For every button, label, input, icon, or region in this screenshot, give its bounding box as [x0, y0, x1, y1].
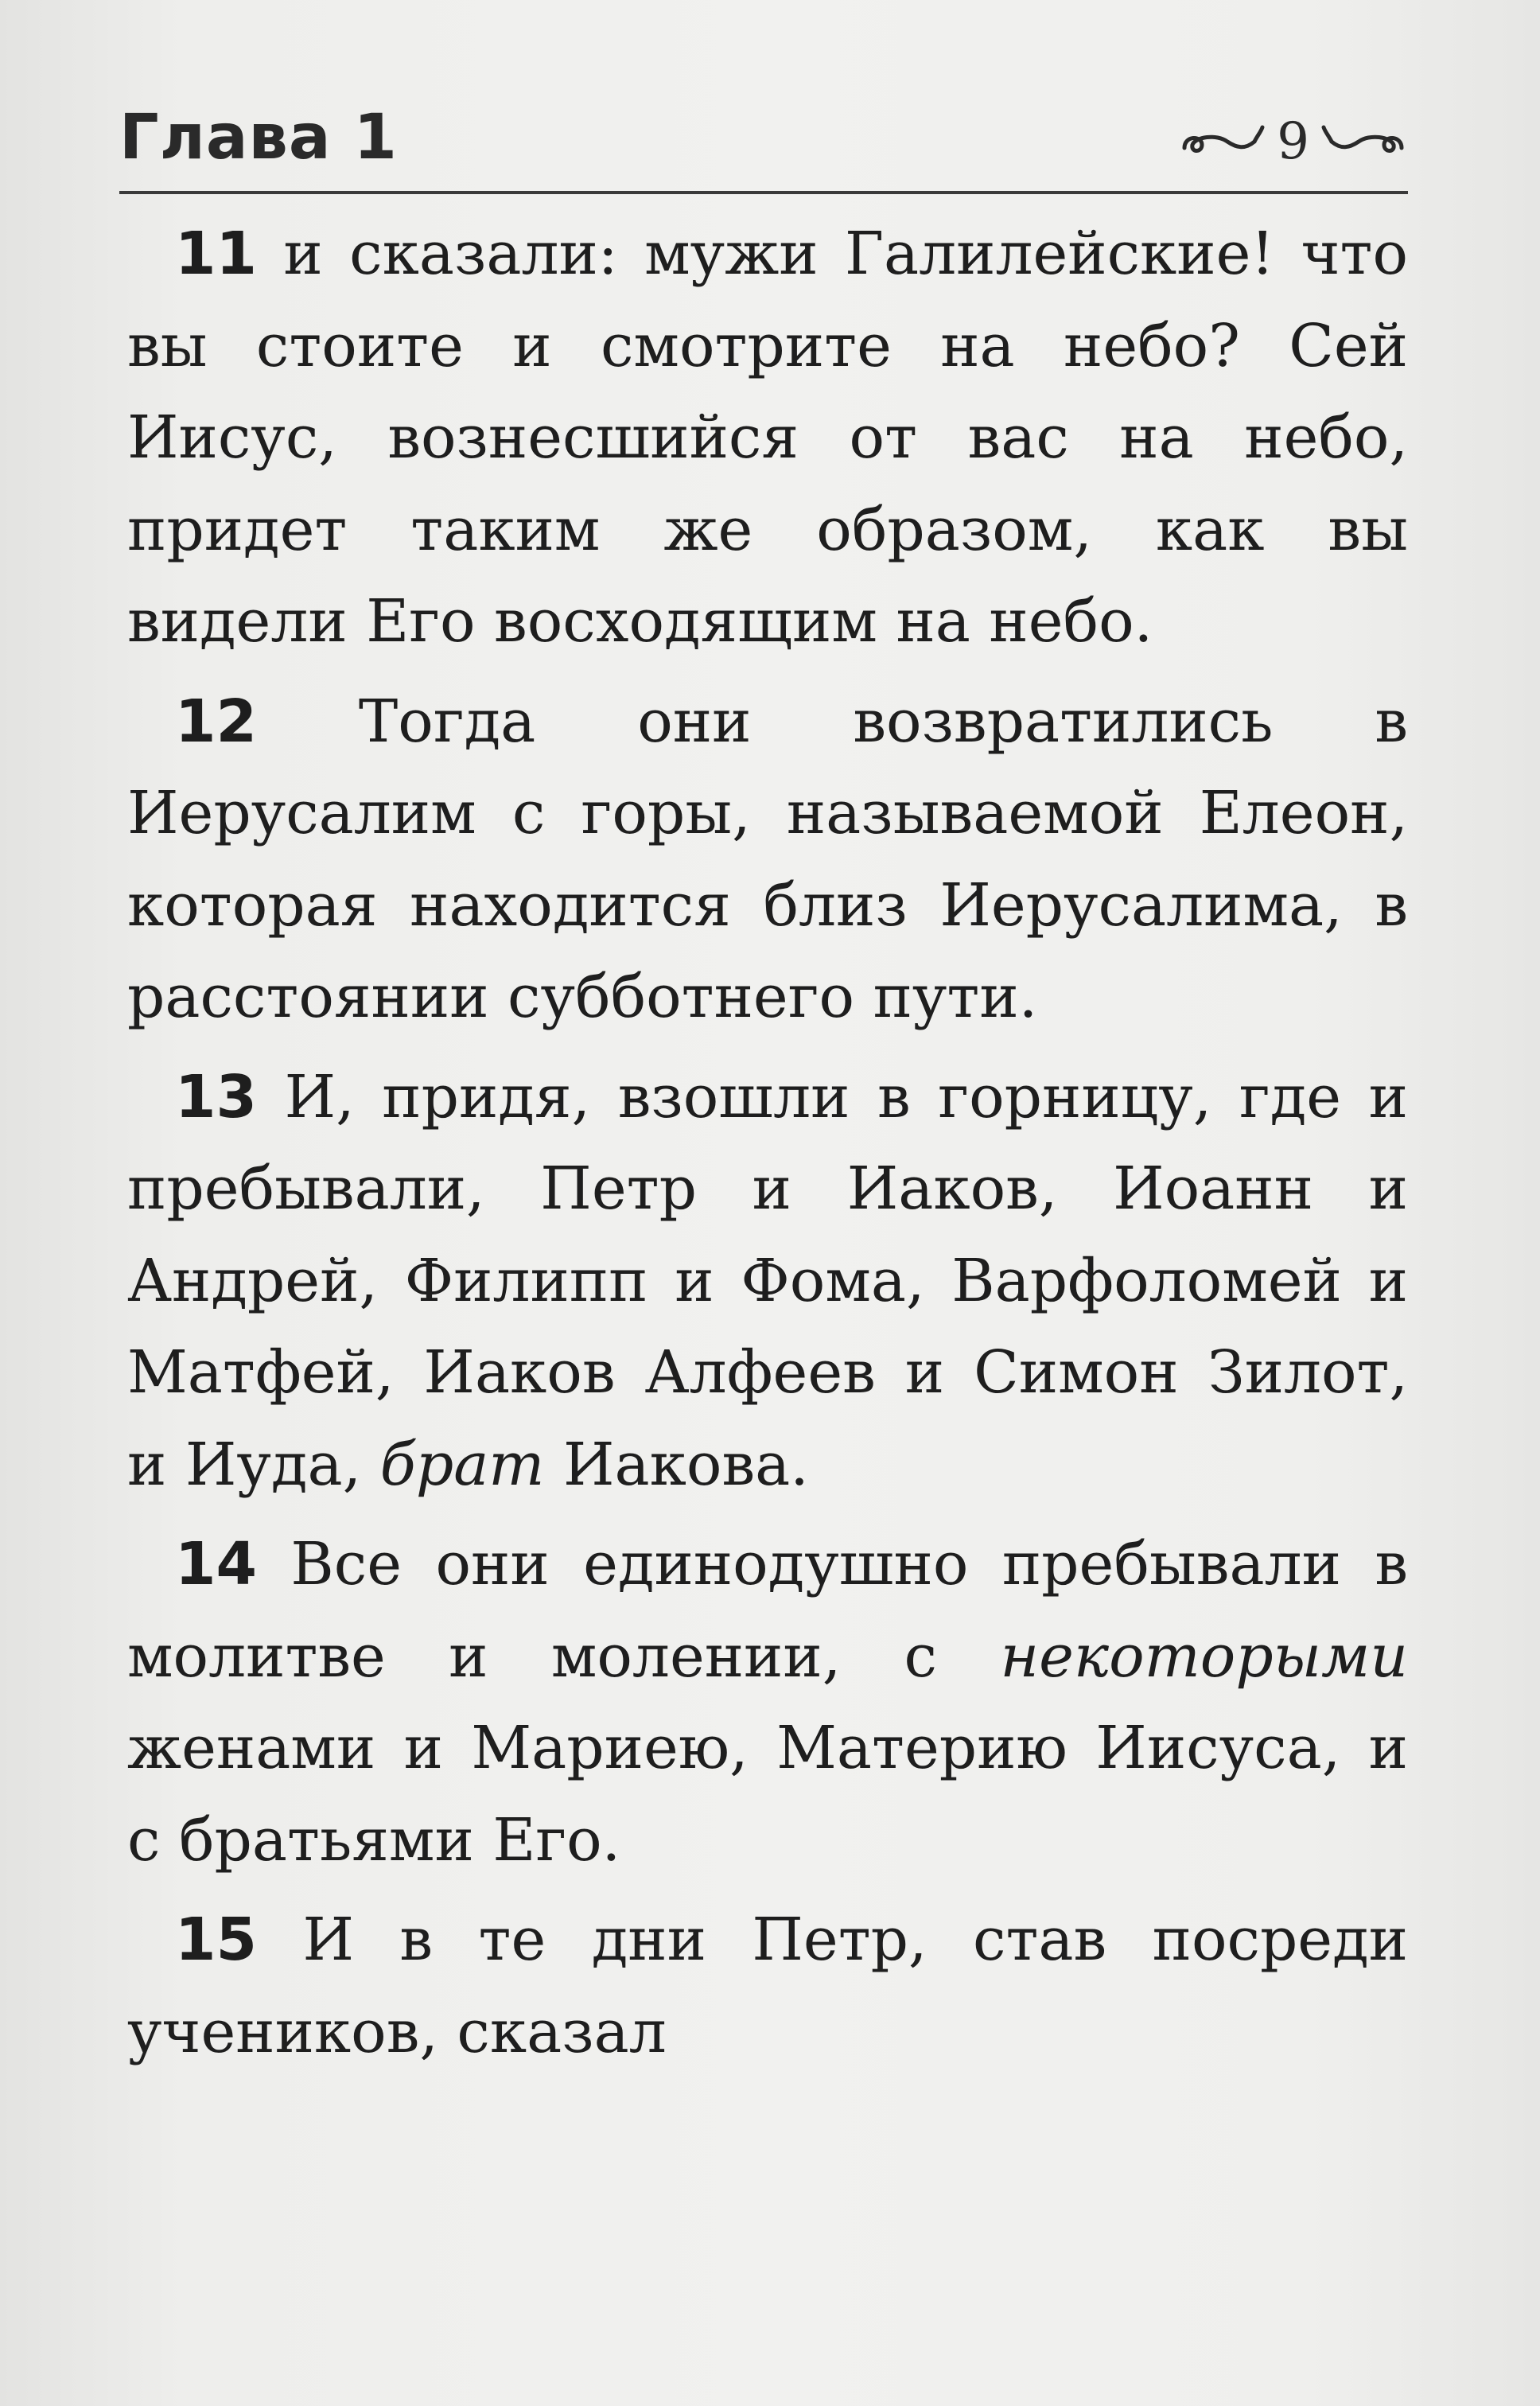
header-rule — [119, 191, 1408, 194]
verse-italic-text: брат — [379, 1430, 545, 1499]
verse-15 — [127, 1894, 1408, 2078]
verse-number: 15 — [175, 1906, 257, 1974]
page-number-block — [1178, 110, 1408, 173]
left-ornament-icon — [1178, 118, 1266, 165]
verse-text: И, придя, взошли в горницу, где и пребывали, Петр и Иаков, Иоанн и Андрей, Филипп и Фома, Варфоломей и Матфей, Иаков Алфеев и Симон Зилот, и Иуда, — [127, 1062, 1408, 1499]
verse-text: Тогда они возвратились в Иерусалим с горы, называемой Елеон, которая находится близ Иерусалима, в расстоянии субботнего пути. — [127, 687, 1408, 1031]
verse-text: И в те дни Петр, став посреди учеников, сказал — [127, 1906, 1408, 2066]
verse-11 — [127, 208, 1408, 668]
verse-number: 13 — [175, 1062, 257, 1131]
verse-text: Иакова. — [544, 1430, 809, 1499]
verse-text: и сказали: мужи Галилейские! что вы стоите и смотрите на небо? Сей Иисус, вознесшийся от вас на небо, придет таким же образом, как вы видели Его восходящим на небо. — [127, 220, 1408, 656]
verse-12 — [127, 676, 1408, 1044]
verse-number: 14 — [175, 1530, 257, 1598]
running-head — [119, 102, 1408, 189]
chapter-title: Глава 1 — [119, 102, 398, 173]
verse-text: женами и Мариею, Материю Иисуса, и с братьями Его. — [127, 1714, 1408, 1875]
verse-number: 11 — [175, 220, 257, 288]
verse-number: 12 — [175, 687, 257, 756]
verse-italic-text: некоторыми — [1000, 1622, 1408, 1691]
body-text — [127, 208, 1408, 2078]
verse-14 — [127, 1519, 1408, 1886]
right-ornament-icon — [1320, 118, 1408, 165]
verse-text: Все они единодушно пребывали в молитве и молении, с — [127, 1530, 1408, 1691]
page-number: 9 — [1277, 112, 1309, 171]
verse-13 — [127, 1052, 1408, 1512]
